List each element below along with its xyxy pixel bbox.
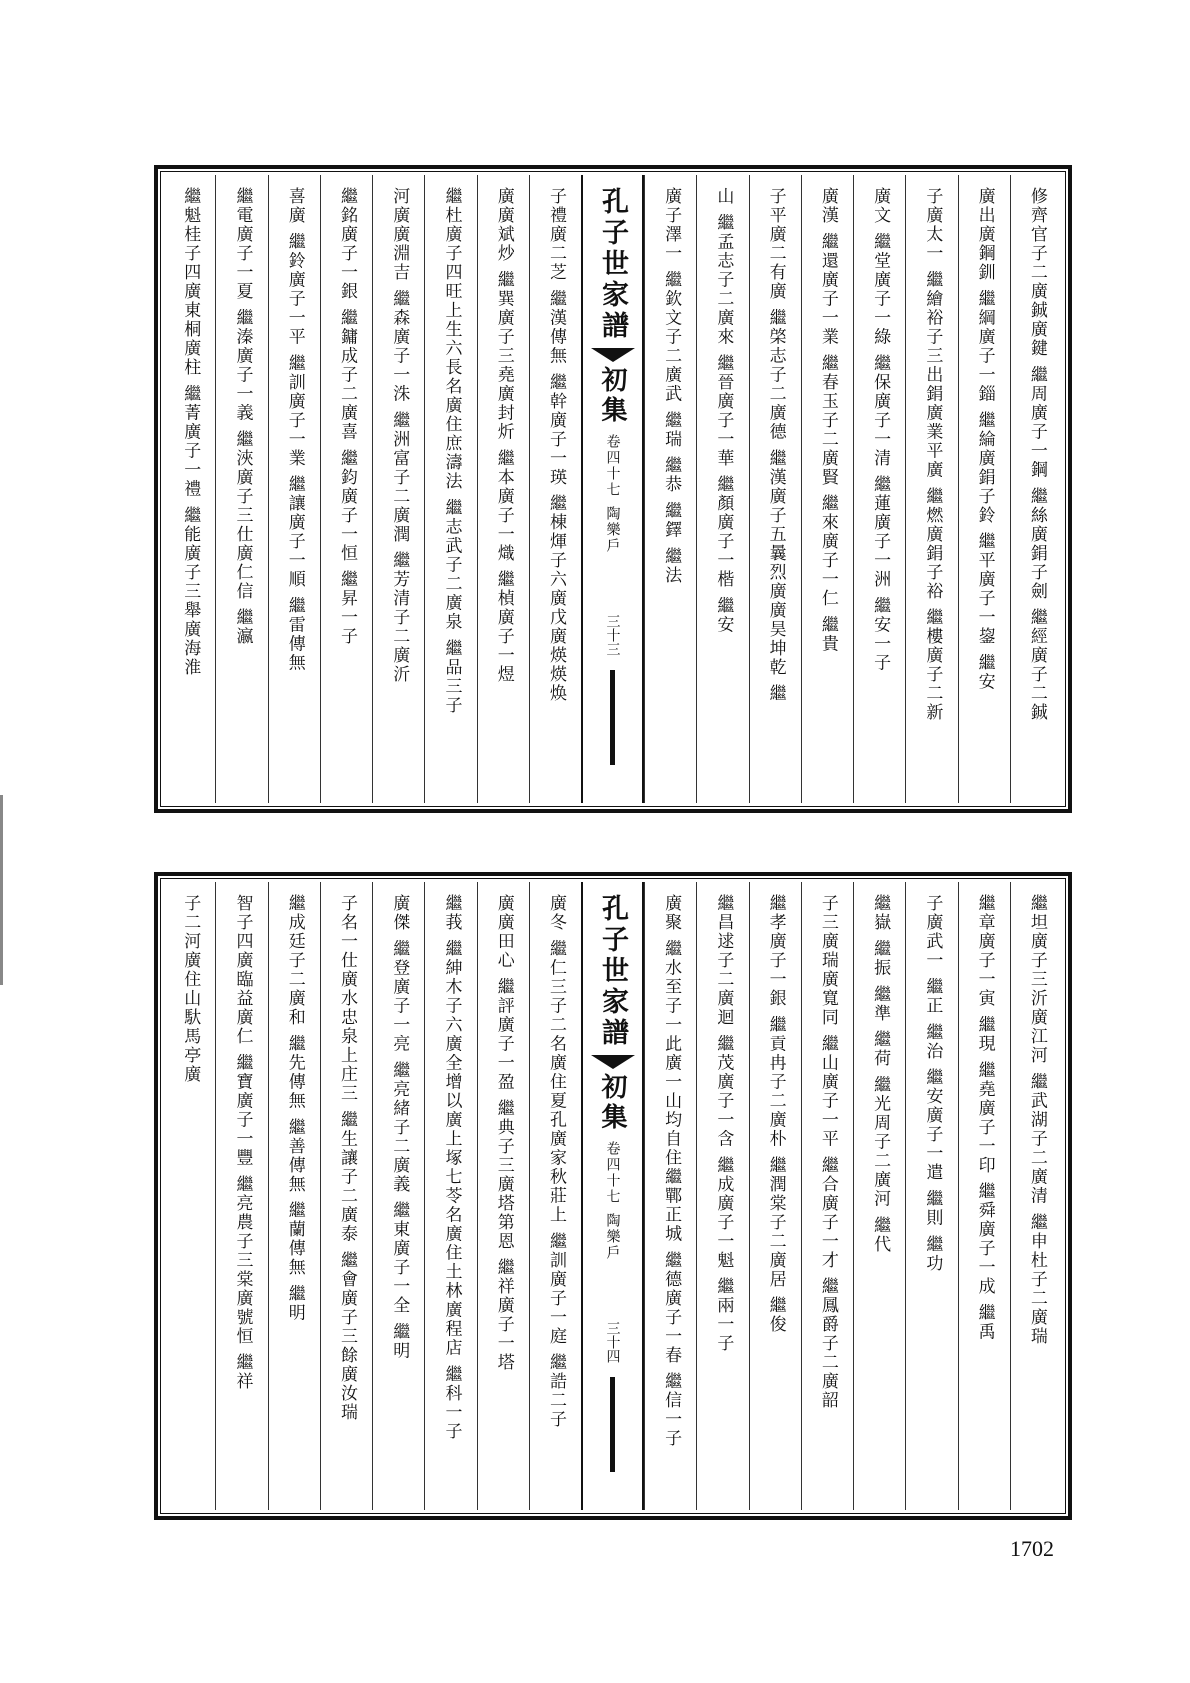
column-text: 子三廣瑞廣寬同 繼山廣子一平 繼合廣子一才 繼鳳爵子二廣韶: [817, 894, 838, 1411]
fold-bar: [610, 1377, 615, 1472]
text-column: [644, 175, 696, 803]
text-column: [529, 882, 581, 1510]
book-title: 孔子世家譜: [597, 187, 629, 342]
column-text: 子禮廣二芝 繼漢傳無 繼幹廣子一瑛 繼棟煇子六廣戊廣煐煐焕: [545, 187, 566, 704]
column-text: 河廣廣淵吉 繼森廣子一洙 繼洲富子二廣潤 繼芳清子二廣沂: [389, 187, 410, 685]
column-text: 子廣太一 繼繪裕子三出鋗廣業平廣 繼燃廣鋗子裕 繼樓廣子二新: [922, 187, 943, 723]
column-grid: [164, 882, 1062, 1510]
folio-number: 三十四: [604, 1321, 621, 1363]
text-column: [164, 175, 215, 803]
column-text: 廣子澤一 繼欽文子二廣武 繼瑞 繼恭 繼鐸 繼法: [661, 187, 682, 586]
text-column: [958, 882, 1010, 1510]
column-text: 繼魁桂子四廣東桐廣柱 繼菁廣子一禮 繼能廣子三舉廣海淮: [180, 187, 201, 677]
text-column: [215, 882, 267, 1510]
column-text: 繼孝廣子一銀 繼貢冉子二廣朴 繼潤棠子二廣居 繼俊: [765, 894, 786, 1335]
column-text: 繼杜廣子四旺上生六長名廣住庶濤法 繼志武子二廣泉 繼品三子: [441, 187, 462, 715]
text-column: [424, 882, 476, 1510]
household-label: 陶樂戶: [604, 506, 621, 554]
column-text: 廣廣斌炒 繼巽廣子三堯廣封炘 繼本廣子一熾 繼楨廣子一煜: [493, 187, 514, 685]
center-fold-column: [581, 175, 644, 803]
text-column: [696, 882, 748, 1510]
column-text: 廣文 繼堂廣子一綠 繼保廣子一清 繼蓮廣子一洲 繼安一子: [870, 187, 891, 673]
column-text: 廣漢 繼還廣子一業 繼春玉子二廣賢 繼來廣子一仁 繼貴: [817, 187, 838, 654]
text-column: [905, 175, 957, 803]
column-text: 廣冬 繼仁三子二名廣住夏孔廣家秋莊上 繼訓廣子一庭 繼誥二子: [545, 894, 566, 1430]
text-column: [372, 882, 424, 1510]
column-text: 智子四廣臨益廣仁 繼寶廣子一豐 繼亮農子三棠廣號恒 繼祥: [232, 894, 253, 1392]
column-text: 廣聚 繼水至子一此廣一山均自住繼鄲正城 繼德廣子一春 繼信一子: [661, 894, 682, 1449]
text-column: [801, 175, 853, 803]
column-text: 子廣武一 繼正 繼治 繼安廣子一遣 繼則 繼功: [922, 894, 943, 1274]
column-grid: [164, 175, 1062, 803]
column-text: 山 繼孟志子二廣來 繼晉廣子一華 繼顏廣子一楷 繼安: [713, 187, 734, 635]
text-column: [905, 882, 957, 1510]
column-text: 修齊官子二廣鋮廣鍵 繼周廣子一鋼 繼絲廣鋗子劍 繼經廣子二鋮: [1026, 187, 1047, 723]
text-column: [268, 175, 320, 803]
column-text: 廣廣田心 繼評廣子一盈 繼典子三廣塔第恩 繼祥廣子一塔: [493, 894, 514, 1373]
column-text: 繼章廣子一寅 繼現 繼堯廣子一印 繼舜廣子一成 繼禹: [974, 894, 995, 1342]
center-fold-column: [581, 882, 644, 1510]
text-column: [749, 882, 801, 1510]
folio-number: 三十三: [604, 614, 621, 656]
text-column: [320, 882, 372, 1510]
text-column: [424, 175, 476, 803]
text-column: [853, 882, 905, 1510]
page-number: 1702: [1010, 1536, 1054, 1561]
text-column: [696, 175, 748, 803]
column-text: 繼電廣子一夏 繼溱廣子一義 繼浹廣子三仕廣仁信 繼瀛: [232, 187, 253, 647]
column-text: 繼成廷子二廣和 繼先傳無 繼善傳無 繼蘭傳無 繼明: [284, 894, 305, 1323]
text-column: [477, 175, 529, 803]
genealogy-page-top: [154, 165, 1072, 813]
column-text: 繼嶽 繼振 繼準 繼荷 繼光周子二廣河 繼代: [870, 894, 891, 1255]
text-column: [268, 882, 320, 1510]
column-text: 繼昌逑子二廣迴 繼茂廣子一含 繼成廣子一魁 繼兩一子: [713, 894, 734, 1354]
fold-bar: [610, 670, 615, 765]
text-column: [644, 882, 696, 1510]
column-text: 喜廣 繼鈴廣子一平 繼訓廣子一業 繼讓廣子一順 繼雷傳無: [284, 187, 305, 673]
fish-tail-mark-icon: [591, 348, 635, 362]
text-column: [1010, 882, 1062, 1510]
column-text: 繼銘廣子一銀 繼鏞成子二廣喜 繼鈞廣子一恒 繼昇一子: [336, 187, 357, 647]
text-column: [477, 882, 529, 1510]
text-column: [372, 175, 424, 803]
book-title: 孔子世家譜: [597, 894, 629, 1049]
column-text: 廣傑 繼登廣子一亮 繼亮緒子二廣義 繼東廣子一全 繼明: [389, 894, 410, 1361]
volume-label: 卷四十七: [604, 1141, 621, 1205]
genealogy-page-bottom: [154, 872, 1072, 1520]
collection-name: 初集: [597, 1073, 628, 1133]
column-text: 子平廣二有廣 繼棨志子二廣德 繼漢廣子五曩烈廣廣昊坤乾 繼: [765, 187, 786, 704]
text-column: [1010, 175, 1062, 803]
text-column: [529, 175, 581, 803]
text-column: [749, 175, 801, 803]
fish-tail-mark-icon: [591, 1055, 635, 1069]
text-column: [958, 175, 1010, 803]
column-text: 子名一仕廣水忠泉上庄三 繼生讓子二廣泰 繼會廣子三餘廣汝瑞: [336, 894, 357, 1422]
text-column: [801, 882, 853, 1510]
column-text: 子二河廣住山馱馬亭廣: [180, 894, 201, 1084]
text-column: [320, 175, 372, 803]
text-column: [215, 175, 267, 803]
collection-name: 初集: [597, 366, 628, 426]
column-text: 繼莪 繼紳木子六廣全增以廣上塚七苓名廣住土林廣程店 繼科一子: [441, 894, 462, 1441]
text-column: [853, 175, 905, 803]
column-text: 繼坦廣子三沂廣江河 繼武湖子二廣清 繼申杜子二廣瑞: [1026, 894, 1047, 1346]
volume-label: 卷四十七: [604, 434, 621, 498]
household-label: 陶樂戶: [604, 1213, 621, 1261]
scan-edge-mark: [0, 795, 3, 985]
text-column: [164, 882, 215, 1510]
column-text: 廣出廣鋼釧 繼綱廣子一錙 繼綸廣鋗子鈴 繼平廣子一鋆 繼安: [974, 187, 995, 692]
